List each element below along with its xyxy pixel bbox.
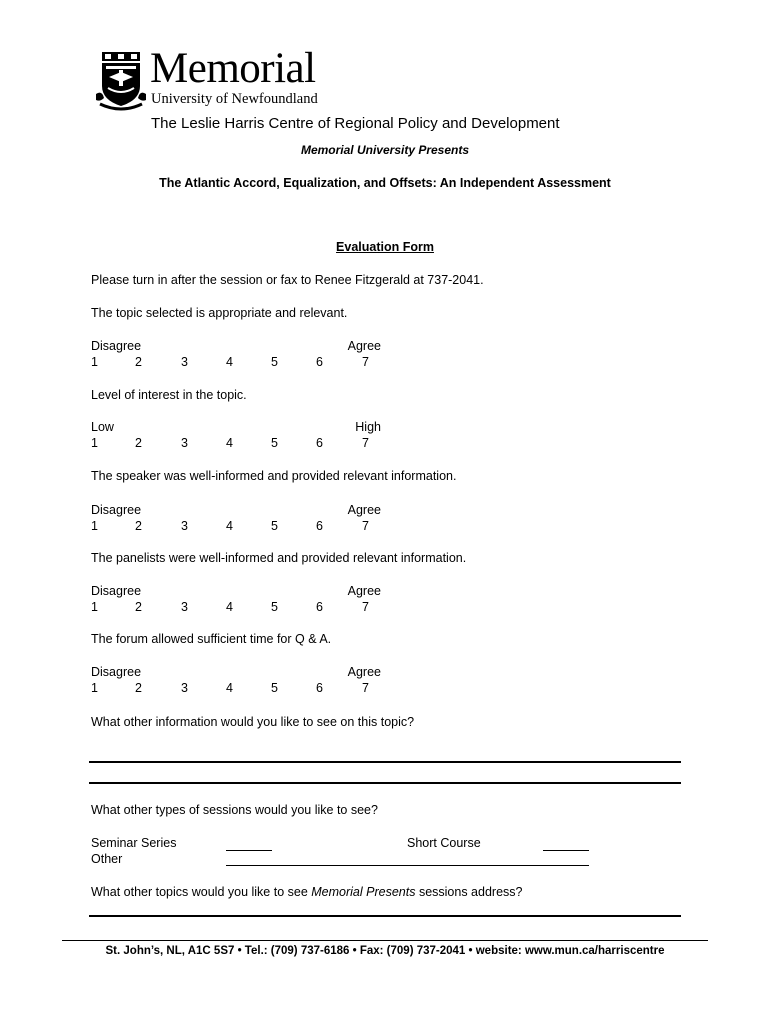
scale-option[interactable]: 3 xyxy=(181,519,188,533)
document-title: The Atlantic Accord, Equalization, and Offsets: An Independent Assessment xyxy=(159,176,611,190)
scale-option[interactable]: 1 xyxy=(91,519,98,533)
memorial-crest-icon xyxy=(96,50,146,112)
scale-high-label: Agree xyxy=(347,584,381,598)
scale-low-label: Disagree xyxy=(91,584,142,598)
logo-university-name: University of Newfoundland xyxy=(151,91,318,107)
scale-option[interactable]: 7 xyxy=(362,519,369,533)
question-4: The panelists were well-informed and provided relevant information. xyxy=(91,551,467,565)
scale-option[interactable]: 2 xyxy=(135,681,142,695)
scale-low-label: Disagree xyxy=(91,665,142,679)
scale-option[interactable]: 1 xyxy=(91,436,98,450)
scale-high-label: Agree xyxy=(347,339,381,353)
answer-line[interactable] xyxy=(89,782,681,784)
short-course-blank[interactable] xyxy=(543,836,589,851)
scale-high-label: High xyxy=(355,420,381,434)
seminar-series-label: Seminar Series xyxy=(91,836,177,850)
footer-divider xyxy=(62,940,708,941)
scale-option[interactable]: 7 xyxy=(362,681,369,695)
answer-line[interactable] xyxy=(89,761,681,763)
scale-high-label: Agree xyxy=(347,665,381,679)
scale-option[interactable]: 4 xyxy=(226,519,233,533)
logo-wordmark: Memorial xyxy=(150,45,316,92)
question-3: The speaker was well-informed and provided relevant information. xyxy=(91,469,457,483)
scale-option[interactable]: 4 xyxy=(226,681,233,695)
scale-option[interactable]: 6 xyxy=(316,681,323,695)
sessions-question: What other types of sessions would you like to see? xyxy=(91,803,378,817)
scale-option[interactable]: 5 xyxy=(271,681,278,695)
scale-option[interactable]: 2 xyxy=(135,355,142,369)
scale-low-label: Disagree xyxy=(91,503,142,517)
rating-scale-5 xyxy=(91,664,381,698)
footer-contact: St. John’s, NL, A1C 5S7 • Tel.: (709) 737-6186 • Fax: (709) 737-2041 • website: www.mun.ca/harriscentre xyxy=(105,945,665,957)
scale-option[interactable]: 4 xyxy=(226,436,233,450)
scale-option[interactable]: 2 xyxy=(135,600,142,614)
scale-option[interactable]: 1 xyxy=(91,355,98,369)
scale-option[interactable]: 7 xyxy=(362,355,369,369)
short-course-label: Short Course xyxy=(407,836,481,850)
scale-option[interactable]: 7 xyxy=(362,436,369,450)
rating-scale-1 xyxy=(91,338,381,372)
scale-option[interactable]: 4 xyxy=(226,355,233,369)
centre-name: The Leslie Harris Centre of Regional Policy and Development xyxy=(151,115,560,132)
seminar-series-blank[interactable] xyxy=(226,836,272,851)
other-session-blank[interactable] xyxy=(226,851,589,866)
form-title: Evaluation Form xyxy=(336,240,434,254)
instructions: Please turn in after the session or fax to Renee Fitzgerald at 737-2041. xyxy=(91,273,484,287)
scale-option[interactable]: 5 xyxy=(271,519,278,533)
scale-option[interactable]: 3 xyxy=(181,600,188,614)
other-info-question: What other information would you like to see on this topic? xyxy=(91,715,415,729)
scale-option[interactable]: 6 xyxy=(316,519,323,533)
scale-option[interactable]: 4 xyxy=(226,600,233,614)
scale-option[interactable]: 7 xyxy=(362,600,369,614)
scale-option[interactable]: 1 xyxy=(91,681,98,695)
presents-line: Memorial University Presents xyxy=(300,143,470,157)
answer-line[interactable] xyxy=(89,915,681,917)
scale-option[interactable]: 5 xyxy=(271,355,278,369)
topics-question: What other topics would you like to see Memorial Presents sessions address? xyxy=(91,885,523,899)
question-1: The topic selected is appropriate and relevant. xyxy=(91,306,348,320)
scale-option[interactable]: 6 xyxy=(316,436,323,450)
rating-scale-4 xyxy=(91,583,381,617)
scale-low-label: Low xyxy=(91,420,114,434)
rating-scale-3 xyxy=(91,502,381,536)
question-2: Level of interest in the topic. xyxy=(91,388,247,402)
scale-option[interactable]: 3 xyxy=(181,355,188,369)
scale-option[interactable]: 2 xyxy=(135,519,142,533)
question-5: The forum allowed sufficient time for Q & A. xyxy=(91,632,332,646)
scale-option[interactable]: 3 xyxy=(181,436,188,450)
scale-option[interactable]: 5 xyxy=(271,436,278,450)
scale-option[interactable]: 6 xyxy=(316,600,323,614)
scale-high-label: Agree xyxy=(347,503,381,517)
rating-scale-2 xyxy=(91,419,381,453)
scale-option[interactable]: 3 xyxy=(181,681,188,695)
scale-option[interactable]: 1 xyxy=(91,600,98,614)
scale-low-label: Disagree xyxy=(91,339,142,353)
other-label: Other xyxy=(91,852,123,866)
scale-option[interactable]: 5 xyxy=(271,600,278,614)
scale-option[interactable]: 6 xyxy=(316,355,323,369)
scale-option[interactable]: 2 xyxy=(135,436,142,450)
